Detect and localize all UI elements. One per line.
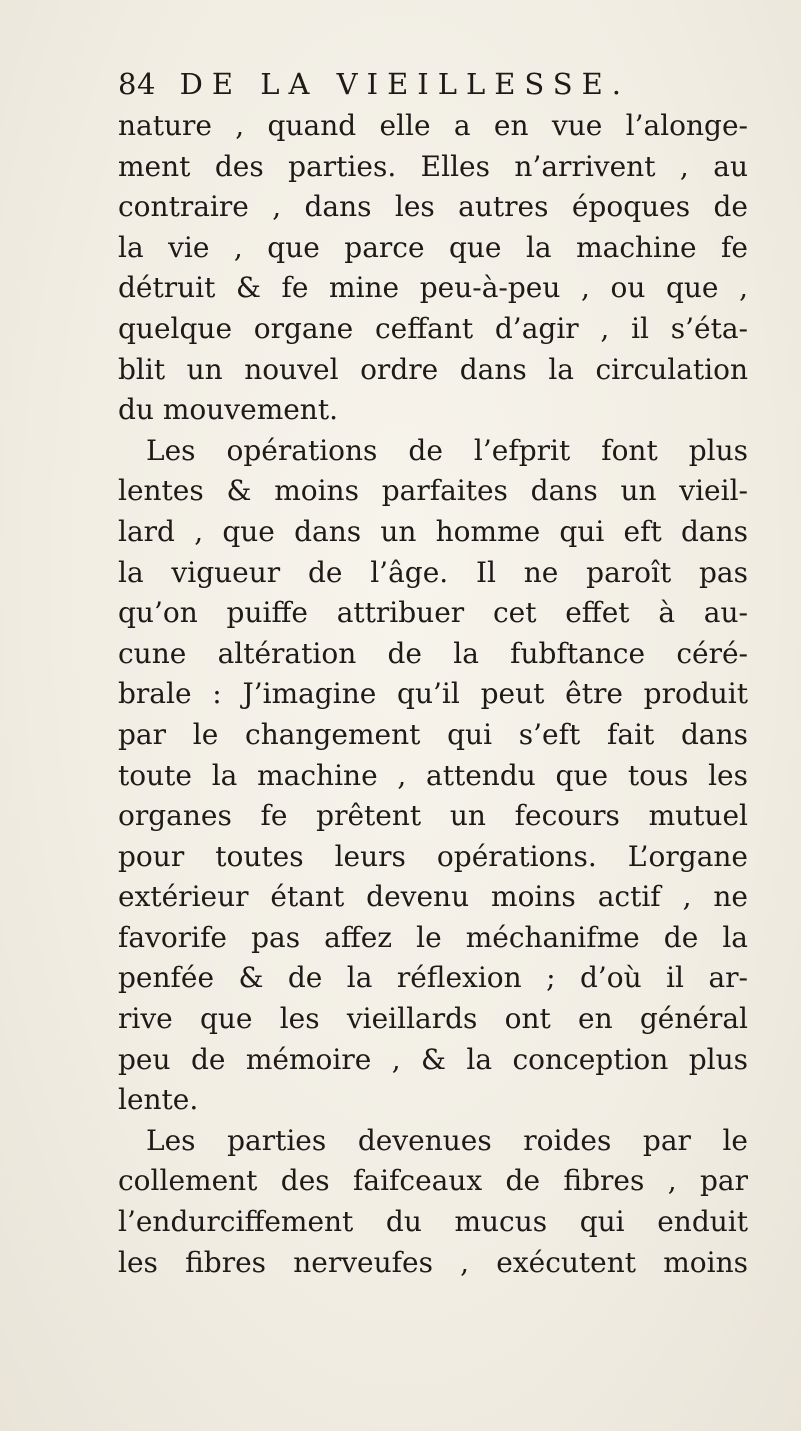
running-title: DE LA VIEILLESSE.: [179, 67, 631, 101]
text-line-26: Les parties devenues roides par le: [146, 1123, 748, 1157]
text-line-21: favorife pas affez le méchanifme de la: [118, 920, 748, 954]
text-line-10: lentes & moins parfaites dans un vieil-: [118, 474, 748, 508]
text-line-19: pour toutes leurs opérations. L’organe: [118, 839, 748, 873]
text-line-1: nature , quand elle a en vue l’alonge-: [118, 109, 748, 142]
text-line-29: les fibres nerveufes , exécutent moins: [118, 1245, 748, 1279]
text-line-4: la vie , que parce que la machine fe: [118, 230, 748, 264]
text-line-7: blit un nouvel ordre dans la circulation: [118, 352, 748, 386]
text-line-15: brale : J’imagine qu’il peut être produit: [118, 677, 748, 711]
text-line-9: Les opérations de l’efprit font plus: [146, 433, 748, 467]
text-line-14: cune altération de la fubftance céré-: [118, 636, 748, 670]
text-line-18: organes fe prêtent un fecours mutuel: [118, 799, 748, 833]
text-line-23: rive que les vieillards ont en général: [118, 1002, 748, 1036]
text-line-27: collement des faifceaux de fibres , par: [118, 1164, 748, 1198]
text-line-25: lente.: [118, 1083, 199, 1117]
text-line-17: toute la machine , attendu que tous les: [118, 758, 748, 792]
text-line-22: penfée & de la réflexion ; d’où il ar-: [118, 961, 748, 995]
text-line-8: du mouvement.: [118, 393, 338, 427]
text-line-3: contraire , dans les autres époques de: [118, 190, 748, 224]
running-head: [118, 62, 748, 106]
text-line-24: peu de mémoire , & la conception plus: [118, 1042, 748, 1076]
text-line-12: la vigueur de l’âge. Il ne paroît pas: [118, 555, 748, 589]
text-line-20: extérieur étant devenu moins actif , ne: [118, 880, 748, 914]
text-block: [118, 62, 748, 1283]
text-line-16: par le changement qui s’eft fait dans: [118, 717, 748, 751]
text-line-11: lard , que dans un homme qui eft dans: [118, 514, 748, 548]
text-line-6: quelque organe ceffant d’agir , il s’éta-: [118, 311, 748, 345]
text-line-2: ment des parties. Elles n’arrivent , au: [118, 149, 748, 183]
text-line-5: détruit & fe mine peu-à-peu , ou que ,: [118, 271, 748, 305]
page-number: 84: [118, 67, 156, 101]
text-line-28: l’endurciffement du mucus qui enduit: [118, 1205, 748, 1239]
text-line-13: qu’on puiffe attribuer cet effet à au-: [118, 596, 748, 630]
